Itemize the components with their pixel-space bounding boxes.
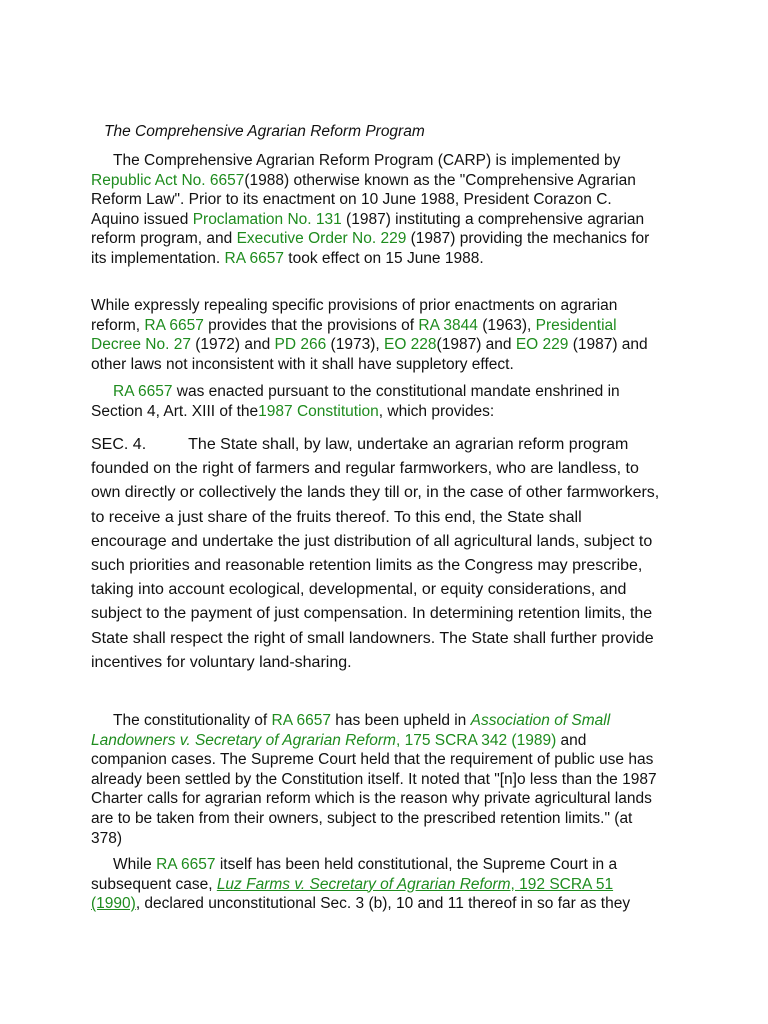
text-span: (1988) otherwise known as the "Comprehensive Agrarian Reform Law". Prior to its enactment on 10 June 1988, President Corazon C. Aquino issued xyxy=(91,171,636,228)
link-ra-6657[interactable]: RA 6657 xyxy=(224,249,284,267)
link-luz-farms[interactable]: Luz Farms v. Secretary of Agrarian Reform xyxy=(216,875,511,893)
text-span: While xyxy=(113,856,157,873)
text-span: (1987) providing the mechanics for its implementation. xyxy=(91,230,650,267)
link-ra-6657[interactable]: RA 6657 xyxy=(271,712,331,729)
text-span: While expressly repealing specific provisions of prior enactments on agrarian reform, xyxy=(91,297,618,334)
paragraph-luz-farms xyxy=(91,855,661,914)
text-span: provides that the provisions of xyxy=(203,316,419,334)
section-label: SEC. 4. xyxy=(91,436,147,453)
text-span: The Comprehensive Agrarian Reform Program (CARP) is implemented by xyxy=(113,152,621,169)
link-republic-act-6657[interactable]: Republic Act No. 6657 xyxy=(91,171,245,189)
text-span: , declared unconstitutional Sec. 3 (b), 10 and 11 thereof in so far as they xyxy=(135,895,631,913)
link-ra-3844[interactable]: RA 3844 xyxy=(418,316,478,334)
link-proclamation-131[interactable]: Proclamation No. 131 xyxy=(192,210,342,228)
paragraph-constitutional-mandate xyxy=(91,382,661,421)
text-span: took effect on 15 June 1988. xyxy=(284,249,484,267)
text-span: The constitutionality of xyxy=(113,712,272,729)
text-span: and companion cases. The Supreme Court held that the requirement of public use has already been settled by the Constitution itself. It noted that "[n]o less than the 1987 Charter calls for agrarian reform which is the reason why private agricultural lands are to be taken from their owners, subject to the prescribed retention limits." (at 378) xyxy=(91,731,657,847)
link-association-small-landowners[interactable]: Association of Small Landowners v. Secretary of Agrarian Reform xyxy=(91,712,611,749)
link-presidential-decree-27[interactable]: Presidential Decree No. 27 xyxy=(91,316,617,354)
text-span: (1972) and xyxy=(190,336,275,354)
paragraph-carp-intro xyxy=(91,151,661,269)
document-title: The Comprehensive Agrarian Reform Program xyxy=(104,123,425,140)
link-eo-229[interactable]: EO 229 xyxy=(515,336,569,354)
text-span: , which provides: xyxy=(378,402,495,420)
section-text: The State shall, by law, undertake an agrarian reform program founded on the right of farmers and regular farmworkers, who are landless, to own directly or collectively the lands they till or, in the case of other farmworkers, to receive a just share of the fruits thereof. To this end, the State shall encourage and undertake the just distribution of all agricultural lands, subject to such priorities and reasonable retention limits as the Congress may prescribe, taking into account ecological, developmental, or equity considerations, and subject to the payment of just compensation. In determining retention limits, the State shall respect the right of small landowners. The State shall further provide incentives for voluntary land-sharing. xyxy=(91,436,660,671)
text-span: was enacted pursuant to the constitutional mandate enshrined in Section 4, Art. XIII of the xyxy=(91,383,620,420)
text-span: (1973), xyxy=(326,336,384,354)
link-ra-6657[interactable]: RA 6657 xyxy=(144,316,204,334)
text-span: itself has been held constitutional, the Supreme Court in a subsequent case, xyxy=(91,856,618,893)
text-span: (1987) and other laws not inconsistent with it shall have suppletory effect. xyxy=(91,336,648,373)
text-span: (1987) instituting a comprehensive agrarian reform program, and xyxy=(91,210,645,248)
link-1987-constitution[interactable]: 1987 Constitution xyxy=(258,402,379,420)
link-pd-266[interactable]: PD 266 xyxy=(274,336,327,354)
link-ra-6657[interactable]: RA 6657 xyxy=(113,383,173,400)
paragraph-constitutionality xyxy=(91,711,661,848)
link-executive-order-229[interactable]: Executive Order No. 229 xyxy=(236,230,407,248)
text-span: has been upheld in xyxy=(331,712,471,729)
text-span: (1987) and xyxy=(436,336,516,354)
section-4-quote xyxy=(91,433,661,675)
link-175-scra-342[interactable]: , 175 SCRA 342 (1989) xyxy=(395,731,557,749)
paragraph-repeal-provisions xyxy=(91,296,661,374)
link-eo-228[interactable]: EO 228 xyxy=(383,336,437,354)
text-span: (1963), xyxy=(477,316,536,334)
link-ra-6657[interactable]: RA 6657 xyxy=(156,856,216,873)
link-192-scra-51[interactable]: , 192 SCRA 51 (1990) xyxy=(91,875,614,913)
